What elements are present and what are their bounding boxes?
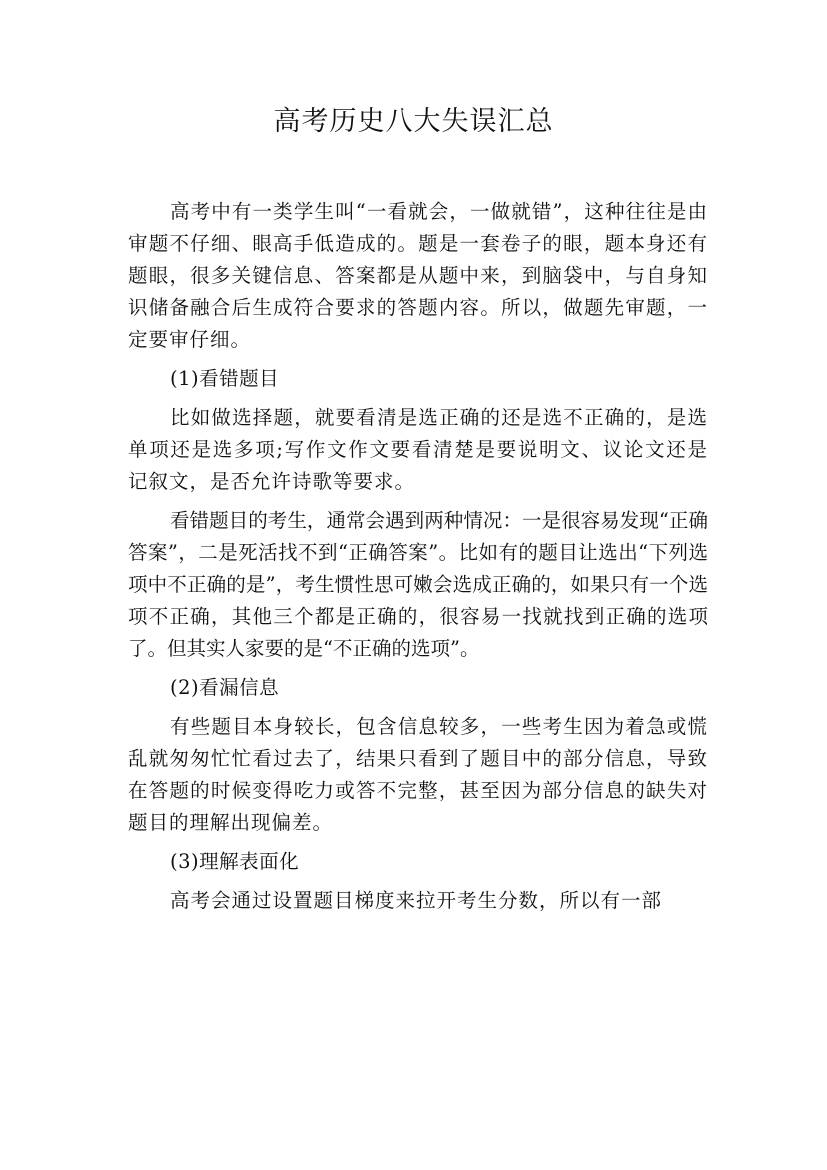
document-body (128, 196, 708, 924)
paragraph-misread-cases: 看错题目的考生，通常会遇到两种情况：一是很容易发现“正确答案”，二是死活找不到“正确答案”。比如有的题目让选出“下列选项中不正确的是”，考生惯性思可嫩会选成正确的，如果只有一个选项不正确，其他三个都是正确的，很容易一找就找到正确的选项了。但其实人家要的是“不正确的选项”。 (128, 509, 708, 660)
section-heading-1: (1)看错题目 (170, 367, 280, 390)
paragraph-misread-example: 比如做选择题，就要看清是选正确的还是选不正确的，是选单项还是选多项;写作文作文要看清楚是要说明文、议论文还是记叙文，是否允许诗歌等要求。 (128, 406, 708, 493)
paragraph-intro: 高考中有一类学生叫“一看就会，一做就错”，这种往往是由审题不仔细、眼高手低造成的。题是一套卷子的眼，题本身还有题眼，很多关键信息、答案都是从题中来，到脑袋中，与自身知识储备融合后生成符合要求的答题内容。所以，做题先审题，一定要审仔细。 (128, 200, 708, 351)
section-heading-3: (3)理解表面化 (170, 850, 300, 873)
section-heading-2: (2)看漏信息 (170, 676, 280, 699)
paragraph-superficial: 高考会通过设置题目梯度来拉开考生分数，所以有一部 (170, 889, 663, 912)
paragraph-missed-info: 有些题目本身较长，包含信息较多，一些考生因为着急或慌乱就匆匆忙忙看过去了，结果只看到了题目中的部分信息，导致在答题的时候变得吃力或答不完整，甚至因为部分信息的缺失对题目的理解出现偏差。 (128, 715, 708, 834)
document-title: 高考历史八大失误汇总 (273, 106, 554, 137)
